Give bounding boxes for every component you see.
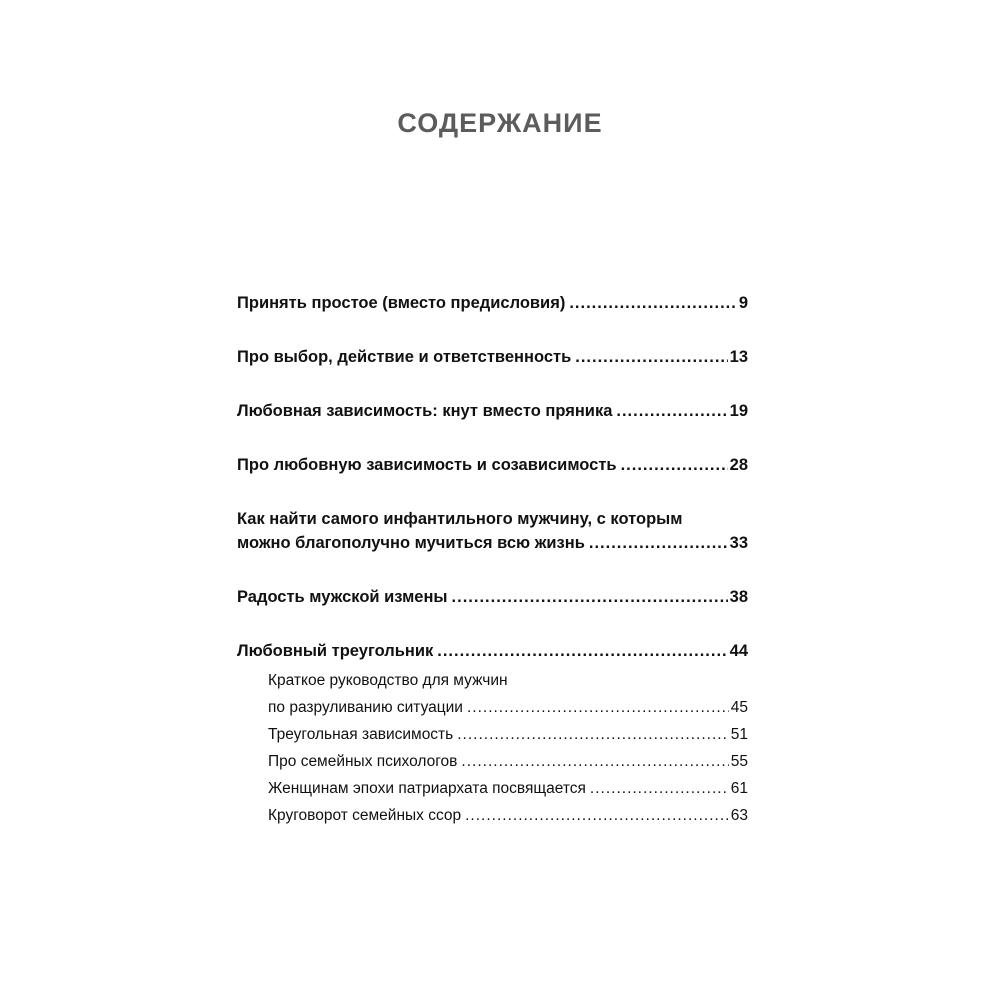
toc-entry bbox=[237, 399, 748, 423]
toc-entry bbox=[237, 453, 748, 477]
toc-subentry-title-line2: по разруливанию ситуации bbox=[268, 699, 463, 716]
dot-leader bbox=[461, 748, 728, 775]
toc-subentries bbox=[268, 667, 748, 829]
toc-subentry-page: 55 bbox=[730, 753, 748, 770]
toc-entry-page: 28 bbox=[729, 456, 748, 474]
toc-entry bbox=[237, 507, 748, 555]
toc-subentry-title-line1: Краткое руководство для мужчин bbox=[268, 672, 508, 689]
toc-entry-page: 19 bbox=[729, 402, 748, 420]
toc-subentry bbox=[268, 775, 748, 802]
toc-subentry-page: 45 bbox=[730, 699, 748, 716]
toc-entry-page: 9 bbox=[738, 294, 748, 312]
dot-leader bbox=[575, 345, 727, 369]
toc-entry-title-line1: Как найти самого инфантильного мужчину, с которым bbox=[237, 510, 683, 528]
dot-leader bbox=[590, 775, 729, 802]
dot-leader bbox=[616, 399, 727, 423]
toc-entry-title: Про любовную зависимость и созависимость bbox=[237, 456, 617, 474]
toc-entry-title: Про выбор, действие и ответственность bbox=[237, 348, 572, 366]
toc-entry-page: 33 bbox=[729, 534, 748, 552]
dot-leader bbox=[437, 639, 727, 663]
toc-subentry-page: 51 bbox=[730, 726, 748, 743]
toc-entry-page: 38 bbox=[729, 588, 748, 606]
table-of-contents bbox=[237, 291, 748, 829]
toc-entry-page: 13 bbox=[729, 348, 748, 366]
page-title: СОДЕРЖАНИЕ bbox=[397, 108, 603, 138]
toc-subentry-page: 61 bbox=[730, 780, 748, 797]
toc-entry-page: 44 bbox=[729, 642, 748, 660]
dot-leader bbox=[465, 802, 729, 829]
dot-leader bbox=[457, 721, 729, 748]
toc-entry-title: Принять простое (вместо предисловия) bbox=[237, 294, 566, 312]
toc-subentry-title: Круговорот семейных ссор bbox=[268, 807, 462, 824]
toc-entry bbox=[237, 345, 748, 369]
toc-subentry-title: Про семейных психологов bbox=[268, 753, 458, 770]
toc-entry-title: Любовный треугольник bbox=[237, 642, 434, 660]
toc-subentry bbox=[268, 667, 748, 721]
toc-entry bbox=[237, 291, 748, 315]
toc-entry-title-line2: можно благополучно мучиться всю жизнь bbox=[237, 534, 585, 552]
toc-entry-title: Любовная зависимость: кнут вместо пряника bbox=[237, 402, 613, 420]
dot-leader bbox=[467, 694, 729, 721]
toc-entry-title: Радость мужской измены bbox=[237, 588, 448, 606]
dot-leader bbox=[569, 291, 736, 315]
toc-subentry-title: Женщинам эпохи патриархата посвящается bbox=[268, 780, 586, 797]
dot-leader bbox=[589, 531, 728, 555]
toc-subentry-title: Треугольная зависимость bbox=[268, 726, 454, 743]
dot-leader bbox=[621, 453, 728, 477]
toc-entry bbox=[237, 585, 748, 609]
toc-subentry bbox=[268, 802, 748, 829]
toc-subentry bbox=[268, 721, 748, 748]
toc-subentry-page: 63 bbox=[730, 807, 748, 824]
toc-entry bbox=[237, 639, 748, 663]
toc-subentry bbox=[268, 748, 748, 775]
dot-leader bbox=[452, 585, 728, 609]
